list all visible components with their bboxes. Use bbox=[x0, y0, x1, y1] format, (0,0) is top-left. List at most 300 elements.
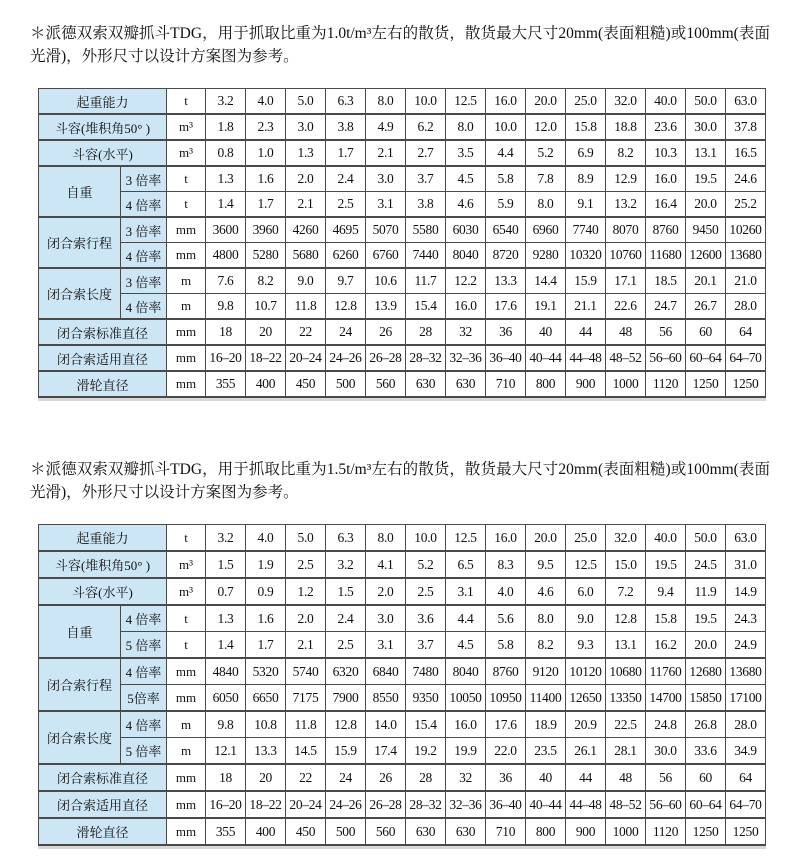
value-cell: 7440 bbox=[406, 243, 446, 269]
value-cell: 26–28 bbox=[366, 791, 406, 818]
value-cell: 20.1 bbox=[686, 268, 726, 294]
value-cell: 5680 bbox=[286, 243, 326, 269]
value-cell: 6960 bbox=[526, 217, 566, 243]
value-cell: 1.3 bbox=[206, 605, 246, 632]
value-cell: 18–22 bbox=[246, 345, 286, 371]
value-cell: 2.0 bbox=[286, 605, 326, 632]
table-row bbox=[39, 818, 766, 845]
value-cell: 3.2 bbox=[326, 551, 366, 578]
row-sublabel: 5 倍率 bbox=[121, 738, 167, 765]
value-cell: 355 bbox=[206, 818, 246, 845]
value-cell: 8760 bbox=[646, 217, 686, 243]
unit-cell: m³ bbox=[167, 140, 206, 166]
row-label: 闭合索适用直径 bbox=[39, 345, 167, 371]
value-cell: 28.0 bbox=[726, 711, 766, 738]
value-cell: 6650 bbox=[246, 685, 286, 712]
value-cell: 37.8 bbox=[726, 114, 766, 140]
value-cell: 4.1 bbox=[366, 551, 406, 578]
value-cell: 800 bbox=[526, 818, 566, 845]
value-cell: 3.1 bbox=[366, 632, 406, 659]
table-row bbox=[39, 89, 766, 115]
value-cell: 3.7 bbox=[406, 632, 446, 659]
value-cell: 8.0 bbox=[526, 605, 566, 632]
value-cell: 34.9 bbox=[726, 738, 766, 765]
value-cell: 32 bbox=[446, 764, 486, 791]
value-cell: 3.2 bbox=[206, 89, 246, 115]
value-cell: 5.8 bbox=[486, 632, 526, 659]
table-row bbox=[39, 217, 766, 243]
unit-cell: mm bbox=[167, 685, 206, 712]
value-cell: 4.9 bbox=[366, 114, 406, 140]
row-sublabel: 4 倍率 bbox=[121, 658, 167, 685]
unit-cell: m bbox=[167, 268, 206, 294]
value-cell: 2.5 bbox=[406, 578, 446, 605]
value-cell: 13680 bbox=[726, 243, 766, 269]
table-row bbox=[39, 268, 766, 294]
row-sublabel: 4 倍率 bbox=[121, 243, 167, 269]
value-cell: 8.0 bbox=[526, 192, 566, 218]
value-cell: 22 bbox=[286, 319, 326, 345]
value-cell: 32.0 bbox=[606, 525, 646, 552]
value-cell: 560 bbox=[366, 371, 406, 397]
value-cell: 5.6 bbox=[486, 605, 526, 632]
value-cell: 60–64 bbox=[686, 791, 726, 818]
value-cell: 14.0 bbox=[366, 711, 406, 738]
value-cell: 26–28 bbox=[366, 345, 406, 371]
unit-cell: mm bbox=[167, 345, 206, 371]
value-cell: 44–48 bbox=[566, 345, 606, 371]
value-cell: 16.0 bbox=[486, 525, 526, 552]
value-cell: 19.5 bbox=[686, 166, 726, 192]
value-cell: 22.6 bbox=[606, 294, 646, 320]
unit-cell: m bbox=[167, 711, 206, 738]
value-cell: 3.6 bbox=[406, 605, 446, 632]
value-cell: 25.0 bbox=[566, 525, 606, 552]
value-cell: 10260 bbox=[726, 217, 766, 243]
value-cell: 2.5 bbox=[286, 551, 326, 578]
value-cell: 1000 bbox=[606, 818, 646, 845]
value-cell: 3.0 bbox=[286, 114, 326, 140]
value-cell: 40 bbox=[526, 764, 566, 791]
value-cell: 10.6 bbox=[366, 268, 406, 294]
value-cell: 28 bbox=[406, 319, 446, 345]
table-row bbox=[39, 192, 766, 218]
value-cell: 56–60 bbox=[646, 791, 686, 818]
value-cell: 1120 bbox=[646, 818, 686, 845]
value-cell: 15850 bbox=[686, 685, 726, 712]
value-cell: 1.7 bbox=[246, 192, 286, 218]
value-cell: 8720 bbox=[486, 243, 526, 269]
value-cell: 5.0 bbox=[286, 525, 326, 552]
value-cell: 13.3 bbox=[486, 268, 526, 294]
value-cell: 13.2 bbox=[606, 192, 646, 218]
value-cell: 7175 bbox=[286, 685, 326, 712]
intro-paragraph-1: ＊派德双索双瓣抓斗TDG，用于抓取比重为1.0t/m³左右的散货，散货最大尺寸20mm(表面粗糙)或100mm(表面光滑)，外形尺寸以设计方案图为参考。 bbox=[30, 25, 770, 65]
value-cell: 24–26 bbox=[326, 345, 366, 371]
value-cell: 14.4 bbox=[526, 268, 566, 294]
value-cell: 19.2 bbox=[406, 738, 446, 765]
row-sublabel: 3 倍率 bbox=[121, 217, 167, 243]
value-cell: 12.8 bbox=[606, 605, 646, 632]
value-cell: 12680 bbox=[686, 658, 726, 685]
table-row bbox=[39, 738, 766, 765]
value-cell: 900 bbox=[566, 371, 606, 397]
value-cell: 3.2 bbox=[206, 525, 246, 552]
value-cell: 50.0 bbox=[686, 89, 726, 115]
value-cell: 15.9 bbox=[566, 268, 606, 294]
value-cell: 21.1 bbox=[566, 294, 606, 320]
value-cell: 1250 bbox=[686, 818, 726, 845]
row-label: 斗容(堆积角50° ) bbox=[39, 114, 167, 140]
value-cell: 26.7 bbox=[686, 294, 726, 320]
table-row bbox=[39, 345, 766, 371]
value-cell: 9.5 bbox=[526, 551, 566, 578]
value-cell: 16.4 bbox=[646, 192, 686, 218]
value-cell: 28–32 bbox=[406, 791, 446, 818]
value-cell: 5.9 bbox=[486, 192, 526, 218]
unit-cell: t bbox=[167, 525, 206, 552]
value-cell: 7.8 bbox=[526, 166, 566, 192]
value-cell: 4.5 bbox=[446, 632, 486, 659]
value-cell: 8.2 bbox=[526, 632, 566, 659]
value-cell: 17.1 bbox=[606, 268, 646, 294]
value-cell: 6760 bbox=[366, 243, 406, 269]
value-cell: 1250 bbox=[726, 818, 766, 845]
table-row bbox=[39, 319, 766, 345]
value-cell: 11.9 bbox=[686, 578, 726, 605]
value-cell: 60 bbox=[686, 319, 726, 345]
value-cell: 64–70 bbox=[726, 791, 766, 818]
value-cell: 12.1 bbox=[206, 738, 246, 765]
value-cell: 6840 bbox=[366, 658, 406, 685]
value-cell: 2.7 bbox=[406, 140, 446, 166]
row-label: 自重 bbox=[39, 166, 121, 217]
value-cell: 26 bbox=[366, 319, 406, 345]
value-cell: 12.5 bbox=[566, 551, 606, 578]
value-cell: 22.5 bbox=[606, 711, 646, 738]
value-cell: 8.2 bbox=[606, 140, 646, 166]
value-cell: 4.0 bbox=[246, 525, 286, 552]
value-cell: 19.5 bbox=[686, 605, 726, 632]
value-cell: 11.8 bbox=[286, 711, 326, 738]
value-cell: 48–52 bbox=[606, 345, 646, 371]
value-cell: 5580 bbox=[406, 217, 446, 243]
value-cell: 710 bbox=[486, 371, 526, 397]
value-cell: 48–52 bbox=[606, 791, 646, 818]
table-row bbox=[39, 166, 766, 192]
value-cell: 12600 bbox=[686, 243, 726, 269]
value-cell: 24.9 bbox=[726, 632, 766, 659]
value-cell: 10.0 bbox=[486, 114, 526, 140]
value-cell: 3.7 bbox=[406, 166, 446, 192]
value-cell: 11400 bbox=[526, 685, 566, 712]
value-cell: 40 bbox=[526, 319, 566, 345]
value-cell: 20.0 bbox=[526, 525, 566, 552]
value-cell: 30.0 bbox=[686, 114, 726, 140]
value-cell: 4.6 bbox=[526, 578, 566, 605]
intro-paragraph-2: ＊派德双索双瓣抓斗TDG，用于抓取比重为1.5t/m³左右的散货，散货最大尺寸20mm(表面粗糙)或100mm(表面光滑)，外形尺寸以设计方案图为参考。 bbox=[30, 461, 770, 501]
unit-cell: mm bbox=[167, 371, 206, 397]
value-cell: 11680 bbox=[646, 243, 686, 269]
value-cell: 24.6 bbox=[726, 166, 766, 192]
value-cell: 15.0 bbox=[606, 551, 646, 578]
value-cell: 2.5 bbox=[326, 632, 366, 659]
value-cell: 9.3 bbox=[566, 632, 606, 659]
value-cell: 13.1 bbox=[686, 140, 726, 166]
value-cell: 1.6 bbox=[246, 605, 286, 632]
row-label: 起重能力 bbox=[39, 89, 167, 115]
value-cell: 8.0 bbox=[446, 114, 486, 140]
value-cell: 9450 bbox=[686, 217, 726, 243]
value-cell: 22 bbox=[286, 764, 326, 791]
value-cell: 14.5 bbox=[286, 738, 326, 765]
unit-cell: m³ bbox=[167, 578, 206, 605]
value-cell: 5.2 bbox=[526, 140, 566, 166]
unit-cell: mm bbox=[167, 217, 206, 243]
value-cell: 44 bbox=[566, 764, 606, 791]
value-cell: 15.8 bbox=[566, 114, 606, 140]
value-cell: 6.3 bbox=[326, 89, 366, 115]
value-cell: 11.7 bbox=[406, 268, 446, 294]
table-row bbox=[39, 632, 766, 659]
value-cell: 8760 bbox=[486, 658, 526, 685]
unit-cell: m³ bbox=[167, 114, 206, 140]
value-cell: 900 bbox=[566, 818, 606, 845]
value-cell: 15.4 bbox=[406, 711, 446, 738]
value-cell: 10.0 bbox=[406, 525, 446, 552]
value-cell: 9.1 bbox=[566, 192, 606, 218]
spec-table-1.0 bbox=[38, 88, 766, 398]
value-cell: 28.0 bbox=[726, 294, 766, 320]
value-cell: 2.1 bbox=[286, 632, 326, 659]
value-cell: 10950 bbox=[486, 685, 526, 712]
spec-table-1.5 bbox=[38, 524, 766, 846]
value-cell: 64–70 bbox=[726, 345, 766, 371]
value-cell: 22.0 bbox=[486, 738, 526, 765]
value-cell: 60 bbox=[686, 764, 726, 791]
value-cell: 630 bbox=[406, 371, 446, 397]
value-cell: 16.5 bbox=[726, 140, 766, 166]
value-cell: 1.7 bbox=[246, 632, 286, 659]
value-cell: 2.0 bbox=[366, 578, 406, 605]
value-cell: 8040 bbox=[446, 243, 486, 269]
value-cell: 0.7 bbox=[206, 578, 246, 605]
table-row bbox=[39, 114, 766, 140]
row-label: 闭合索行程 bbox=[39, 658, 121, 711]
value-cell: 3.0 bbox=[366, 166, 406, 192]
value-cell: 10.7 bbox=[246, 294, 286, 320]
value-cell: 710 bbox=[486, 818, 526, 845]
table-row bbox=[39, 578, 766, 605]
value-cell: 24.3 bbox=[726, 605, 766, 632]
value-cell: 63.0 bbox=[726, 89, 766, 115]
value-cell: 4.0 bbox=[246, 89, 286, 115]
value-cell: 8.2 bbox=[246, 268, 286, 294]
value-cell: 20–24 bbox=[286, 791, 326, 818]
value-cell: 9120 bbox=[526, 658, 566, 685]
row-sublabel: 4 倍率 bbox=[121, 605, 167, 632]
row-label: 闭合索行程 bbox=[39, 217, 121, 268]
unit-cell: mm bbox=[167, 243, 206, 269]
value-cell: 48 bbox=[606, 764, 646, 791]
value-cell: 17.6 bbox=[486, 294, 526, 320]
value-cell: 9.7 bbox=[326, 268, 366, 294]
value-cell: 2.3 bbox=[246, 114, 286, 140]
value-cell: 2.4 bbox=[326, 166, 366, 192]
value-cell: 64 bbox=[726, 319, 766, 345]
value-cell: 20.0 bbox=[686, 632, 726, 659]
value-cell: 10120 bbox=[566, 658, 606, 685]
value-cell: 13680 bbox=[726, 658, 766, 685]
unit-cell: t bbox=[167, 166, 206, 192]
value-cell: 4.4 bbox=[446, 605, 486, 632]
value-cell: 40–44 bbox=[526, 791, 566, 818]
value-cell: 40.0 bbox=[646, 89, 686, 115]
row-sublabel: 4 倍率 bbox=[121, 711, 167, 738]
value-cell: 32–36 bbox=[446, 791, 486, 818]
value-cell: 10680 bbox=[606, 658, 646, 685]
value-cell: 56 bbox=[646, 764, 686, 791]
value-cell: 1250 bbox=[686, 371, 726, 397]
row-label: 闭合索标准直径 bbox=[39, 319, 167, 345]
value-cell: 4.6 bbox=[446, 192, 486, 218]
value-cell: 10320 bbox=[566, 243, 606, 269]
value-cell: 36–40 bbox=[486, 345, 526, 371]
value-cell: 24 bbox=[326, 764, 366, 791]
value-cell: 12.5 bbox=[446, 89, 486, 115]
value-cell: 56–60 bbox=[646, 345, 686, 371]
value-cell: 13.9 bbox=[366, 294, 406, 320]
table-row bbox=[39, 551, 766, 578]
row-label: 滑轮直径 bbox=[39, 371, 167, 397]
value-cell: 4.5 bbox=[446, 166, 486, 192]
value-cell: 16.0 bbox=[446, 294, 486, 320]
value-cell: 3.1 bbox=[366, 192, 406, 218]
table-row bbox=[39, 525, 766, 552]
value-cell: 630 bbox=[406, 818, 446, 845]
row-label: 斗容(堆积角50° ) bbox=[39, 551, 167, 578]
value-cell: 24–26 bbox=[326, 791, 366, 818]
table-row bbox=[39, 371, 766, 397]
value-cell: 17.6 bbox=[486, 711, 526, 738]
value-cell: 12.2 bbox=[446, 268, 486, 294]
value-cell: 32 bbox=[446, 319, 486, 345]
value-cell: 26.8 bbox=[686, 711, 726, 738]
value-cell: 11.8 bbox=[286, 294, 326, 320]
value-cell: 1.5 bbox=[206, 551, 246, 578]
value-cell: 2.1 bbox=[286, 192, 326, 218]
row-sublabel: 4 倍率 bbox=[121, 294, 167, 320]
value-cell: 21.0 bbox=[726, 268, 766, 294]
value-cell: 800 bbox=[526, 371, 566, 397]
value-cell: 7900 bbox=[326, 685, 366, 712]
value-cell: 20.0 bbox=[686, 192, 726, 218]
value-cell: 36 bbox=[486, 319, 526, 345]
value-cell: 1.8 bbox=[206, 114, 246, 140]
value-cell: 500 bbox=[326, 371, 366, 397]
spec-section-1.5 bbox=[30, 458, 770, 846]
value-cell: 8550 bbox=[366, 685, 406, 712]
value-cell: 4840 bbox=[206, 658, 246, 685]
value-cell: 1000 bbox=[606, 371, 646, 397]
value-cell: 24.7 bbox=[646, 294, 686, 320]
row-label: 斗容(水平) bbox=[39, 140, 167, 166]
value-cell: 8.3 bbox=[486, 551, 526, 578]
value-cell: 0.9 bbox=[246, 578, 286, 605]
table-row bbox=[39, 685, 766, 712]
value-cell: 6.5 bbox=[446, 551, 486, 578]
value-cell: 18.5 bbox=[646, 268, 686, 294]
value-cell: 5.0 bbox=[286, 89, 326, 115]
value-cell: 7480 bbox=[406, 658, 446, 685]
value-cell: 5070 bbox=[366, 217, 406, 243]
value-cell: 1.7 bbox=[326, 140, 366, 166]
unit-cell: m bbox=[167, 294, 206, 320]
value-cell: 12.0 bbox=[526, 114, 566, 140]
unit-cell: t bbox=[167, 605, 206, 632]
table-row bbox=[39, 764, 766, 791]
unit-cell: mm bbox=[167, 658, 206, 685]
value-cell: 400 bbox=[246, 371, 286, 397]
value-cell: 3.8 bbox=[406, 192, 446, 218]
value-cell: 15.9 bbox=[326, 738, 366, 765]
table-row bbox=[39, 658, 766, 685]
value-cell: 3.8 bbox=[326, 114, 366, 140]
value-cell: 10760 bbox=[606, 243, 646, 269]
table-row bbox=[39, 605, 766, 632]
value-cell: 500 bbox=[326, 818, 366, 845]
unit-cell: mm bbox=[167, 818, 206, 845]
unit-cell: mm bbox=[167, 791, 206, 818]
value-cell: 14.9 bbox=[726, 578, 766, 605]
value-cell: 50.0 bbox=[686, 525, 726, 552]
value-cell: 16.0 bbox=[486, 89, 526, 115]
value-cell: 18–22 bbox=[246, 791, 286, 818]
value-cell: 9.4 bbox=[646, 578, 686, 605]
row-sublabel: 3 倍率 bbox=[121, 166, 167, 192]
value-cell: 16.2 bbox=[646, 632, 686, 659]
value-cell: 13.3 bbox=[246, 738, 286, 765]
value-cell: 4.4 bbox=[486, 140, 526, 166]
value-cell: 1.3 bbox=[286, 140, 326, 166]
unit-cell: t bbox=[167, 89, 206, 115]
row-sublabel: 3 倍率 bbox=[121, 268, 167, 294]
value-cell: 14700 bbox=[646, 685, 686, 712]
value-cell: 5740 bbox=[286, 658, 326, 685]
value-cell: 9.8 bbox=[206, 294, 246, 320]
value-cell: 24 bbox=[326, 319, 366, 345]
value-cell: 1.0 bbox=[246, 140, 286, 166]
value-cell: 8070 bbox=[606, 217, 646, 243]
value-cell: 18.8 bbox=[606, 114, 646, 140]
value-cell: 6030 bbox=[446, 217, 486, 243]
value-cell: 28–32 bbox=[406, 345, 446, 371]
value-cell: 9280 bbox=[526, 243, 566, 269]
value-cell: 1.6 bbox=[246, 166, 286, 192]
value-cell: 24.5 bbox=[686, 551, 726, 578]
value-cell: 1250 bbox=[726, 371, 766, 397]
value-cell: 16.0 bbox=[646, 166, 686, 192]
value-cell: 10.8 bbox=[246, 711, 286, 738]
spec-section-1.0 bbox=[30, 22, 770, 398]
value-cell: 7740 bbox=[566, 217, 606, 243]
row-label: 闭合索适用直径 bbox=[39, 791, 167, 818]
value-cell: 355 bbox=[206, 371, 246, 397]
value-cell: 1.3 bbox=[206, 166, 246, 192]
value-cell: 5320 bbox=[246, 658, 286, 685]
row-label: 闭合索长度 bbox=[39, 268, 121, 319]
value-cell: 31.0 bbox=[726, 551, 766, 578]
